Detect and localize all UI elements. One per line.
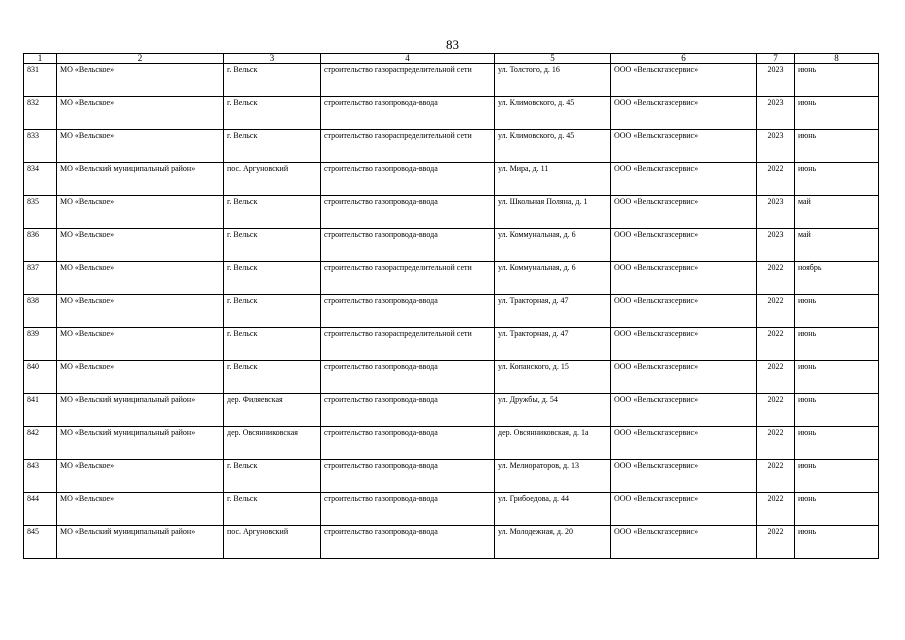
- column-number: 2: [57, 54, 224, 64]
- organization-cell: ООО «Вельскгазсервис»: [611, 97, 757, 130]
- year-cell: 2022: [757, 493, 795, 526]
- month-cell: май: [795, 196, 879, 229]
- organization-cell: ООО «Вельскгазсервис»: [611, 262, 757, 295]
- month-cell: июнь: [795, 361, 879, 394]
- month-cell: ноябрь: [795, 262, 879, 295]
- row-number-cell: 835: [24, 196, 57, 229]
- settlement-cell: пос. Аргуновский: [224, 526, 321, 559]
- organization-cell: ООО «Вельскгазсервис»: [611, 526, 757, 559]
- address-cell: дер. Овсянниковская, д. 1а: [495, 427, 611, 460]
- settlement-cell: дер. Овсянниковская: [224, 427, 321, 460]
- municipality-cell: МО «Вельское»: [57, 196, 224, 229]
- work-type-cell: строительство газопровода-ввода: [321, 427, 495, 460]
- work-type-cell: строительство газопровода-ввода: [321, 295, 495, 328]
- year-cell: 2022: [757, 295, 795, 328]
- month-cell: май: [795, 229, 879, 262]
- work-type-cell: строительство газораспределительной сети: [321, 64, 495, 97]
- organization-cell: ООО «Вельскгазсервис»: [611, 427, 757, 460]
- municipality-cell: МО «Вельское»: [57, 295, 224, 328]
- table-row: [24, 130, 879, 163]
- year-cell: 2023: [757, 97, 795, 130]
- organization-cell: ООО «Вельскгазсервис»: [611, 196, 757, 229]
- year-cell: 2023: [757, 130, 795, 163]
- register-table: [23, 53, 879, 559]
- work-type-cell: строительство газопровода-ввода: [321, 394, 495, 427]
- row-number-cell: 832: [24, 97, 57, 130]
- municipality-cell: МО «Вельское»: [57, 262, 224, 295]
- year-cell: 2023: [757, 229, 795, 262]
- month-cell: июнь: [795, 394, 879, 427]
- table-body: [24, 64, 879, 559]
- table-row: [24, 328, 879, 361]
- organization-cell: ООО «Вельскгазсервис»: [611, 64, 757, 97]
- page-number: 83: [446, 37, 459, 52]
- address-cell: ул. Тракторная, д. 47: [495, 295, 611, 328]
- work-type-cell: строительство газораспределительной сети: [321, 130, 495, 163]
- address-cell: ул. Школьная Поляна, д. 1: [495, 196, 611, 229]
- table-row: [24, 427, 879, 460]
- organization-cell: ООО «Вельскгазсервис»: [611, 394, 757, 427]
- month-cell: июнь: [795, 163, 879, 196]
- municipality-cell: МО «Вельское»: [57, 229, 224, 262]
- year-cell: 2022: [757, 394, 795, 427]
- column-number: 8: [795, 54, 879, 64]
- row-number-cell: 831: [24, 64, 57, 97]
- settlement-cell: г. Вельск: [224, 493, 321, 526]
- month-cell: июнь: [795, 130, 879, 163]
- address-cell: ул. Мелиораторов, д. 13: [495, 460, 611, 493]
- month-cell: июнь: [795, 493, 879, 526]
- address-cell: ул. Дружбы, д. 54: [495, 394, 611, 427]
- work-type-cell: строительство газопровода-ввода: [321, 460, 495, 493]
- column-number: 6: [611, 54, 757, 64]
- work-type-cell: строительство газораспределительной сети: [321, 328, 495, 361]
- municipality-cell: МО «Вельское»: [57, 130, 224, 163]
- year-cell: 2022: [757, 328, 795, 361]
- row-number-cell: 839: [24, 328, 57, 361]
- month-cell: июнь: [795, 328, 879, 361]
- year-cell: 2022: [757, 163, 795, 196]
- row-number-cell: 838: [24, 295, 57, 328]
- table-row: [24, 394, 879, 427]
- organization-cell: ООО «Вельскгазсервис»: [611, 295, 757, 328]
- organization-cell: ООО «Вельскгазсервис»: [611, 460, 757, 493]
- year-cell: 2023: [757, 64, 795, 97]
- month-cell: июнь: [795, 295, 879, 328]
- address-cell: ул. Грибоедова, д. 44: [495, 493, 611, 526]
- organization-cell: ООО «Вельскгазсервис»: [611, 130, 757, 163]
- row-number-cell: 834: [24, 163, 57, 196]
- municipality-cell: МО «Вельский муниципальный район»: [57, 526, 224, 559]
- table-row: [24, 196, 879, 229]
- work-type-cell: строительство газопровода-ввода: [321, 196, 495, 229]
- table-row: [24, 163, 879, 196]
- table-row: [24, 262, 879, 295]
- table-row: [24, 526, 879, 559]
- table-row: [24, 295, 879, 328]
- table-row: [24, 460, 879, 493]
- month-cell: июнь: [795, 97, 879, 130]
- settlement-cell: дер. Филяевская: [224, 394, 321, 427]
- work-type-cell: строительство газораспределительной сети: [321, 262, 495, 295]
- municipality-cell: МО «Вельское»: [57, 460, 224, 493]
- settlement-cell: г. Вельск: [224, 229, 321, 262]
- row-number-cell: 841: [24, 394, 57, 427]
- organization-cell: ООО «Вельскгазсервис»: [611, 493, 757, 526]
- month-cell: июнь: [795, 427, 879, 460]
- table-row: [24, 229, 879, 262]
- address-cell: ул. Толстого, д. 16: [495, 64, 611, 97]
- organization-cell: ООО «Вельскгазсервис»: [611, 229, 757, 262]
- settlement-cell: г. Вельск: [224, 262, 321, 295]
- organization-cell: ООО «Вельскгазсервис»: [611, 328, 757, 361]
- work-type-cell: строительство газопровода-ввода: [321, 526, 495, 559]
- address-cell: ул. Мира, д. 11: [495, 163, 611, 196]
- address-cell: ул. Климовского, д. 45: [495, 130, 611, 163]
- row-number-cell: 836: [24, 229, 57, 262]
- settlement-cell: г. Вельск: [224, 64, 321, 97]
- settlement-cell: г. Вельск: [224, 196, 321, 229]
- row-number-cell: 840: [24, 361, 57, 394]
- settlement-cell: г. Вельск: [224, 328, 321, 361]
- address-cell: ул. Тракторная, д. 47: [495, 328, 611, 361]
- municipality-cell: МО «Вельское»: [57, 97, 224, 130]
- row-number-cell: 844: [24, 493, 57, 526]
- row-number-cell: 843: [24, 460, 57, 493]
- municipality-cell: МО «Вельский муниципальный район»: [57, 427, 224, 460]
- address-cell: ул. Копанского, д. 15: [495, 361, 611, 394]
- settlement-cell: пос. Аргуновский: [224, 163, 321, 196]
- column-number: 1: [24, 54, 57, 64]
- work-type-cell: строительство газопровода-ввода: [321, 163, 495, 196]
- row-number-cell: 845: [24, 526, 57, 559]
- column-number: 5: [495, 54, 611, 64]
- year-cell: 2022: [757, 361, 795, 394]
- month-cell: июнь: [795, 460, 879, 493]
- municipality-cell: МО «Вельский муниципальный район»: [57, 163, 224, 196]
- municipality-cell: МО «Вельское»: [57, 493, 224, 526]
- year-cell: 2023: [757, 196, 795, 229]
- year-cell: 2022: [757, 427, 795, 460]
- work-type-cell: строительство газопровода-ввода: [321, 493, 495, 526]
- address-cell: ул. Коммунальная, д. 6: [495, 262, 611, 295]
- year-cell: 2022: [757, 460, 795, 493]
- settlement-cell: г. Вельск: [224, 460, 321, 493]
- table-row: [24, 361, 879, 394]
- organization-cell: ООО «Вельскгазсервис»: [611, 361, 757, 394]
- column-number: 7: [757, 54, 795, 64]
- row-number-cell: 833: [24, 130, 57, 163]
- month-cell: июнь: [795, 64, 879, 97]
- municipality-cell: МО «Вельское»: [57, 64, 224, 97]
- year-cell: 2022: [757, 262, 795, 295]
- address-cell: ул. Молодежная, д. 20: [495, 526, 611, 559]
- work-type-cell: строительство газопровода-ввода: [321, 97, 495, 130]
- settlement-cell: г. Вельск: [224, 97, 321, 130]
- table-row: [24, 97, 879, 130]
- column-number: 4: [321, 54, 495, 64]
- address-cell: ул. Климовского, д. 45: [495, 97, 611, 130]
- address-cell: ул. Коммунальная, д. 6: [495, 229, 611, 262]
- municipality-cell: МО «Вельское»: [57, 361, 224, 394]
- column-number: 3: [224, 54, 321, 64]
- row-number-cell: 837: [24, 262, 57, 295]
- municipality-cell: МО «Вельское»: [57, 328, 224, 361]
- organization-cell: ООО «Вельскгазсервис»: [611, 163, 757, 196]
- month-cell: июнь: [795, 526, 879, 559]
- municipality-cell: МО «Вельский муниципальный район»: [57, 394, 224, 427]
- work-type-cell: строительство газопровода-ввода: [321, 361, 495, 394]
- work-type-cell: строительство газопровода-ввода: [321, 229, 495, 262]
- settlement-cell: г. Вельск: [224, 361, 321, 394]
- year-cell: 2022: [757, 526, 795, 559]
- settlement-cell: г. Вельск: [224, 295, 321, 328]
- column-number-row: [24, 54, 879, 64]
- table-row: [24, 493, 879, 526]
- row-number-cell: 842: [24, 427, 57, 460]
- settlement-cell: г. Вельск: [224, 130, 321, 163]
- table-row: [24, 64, 879, 97]
